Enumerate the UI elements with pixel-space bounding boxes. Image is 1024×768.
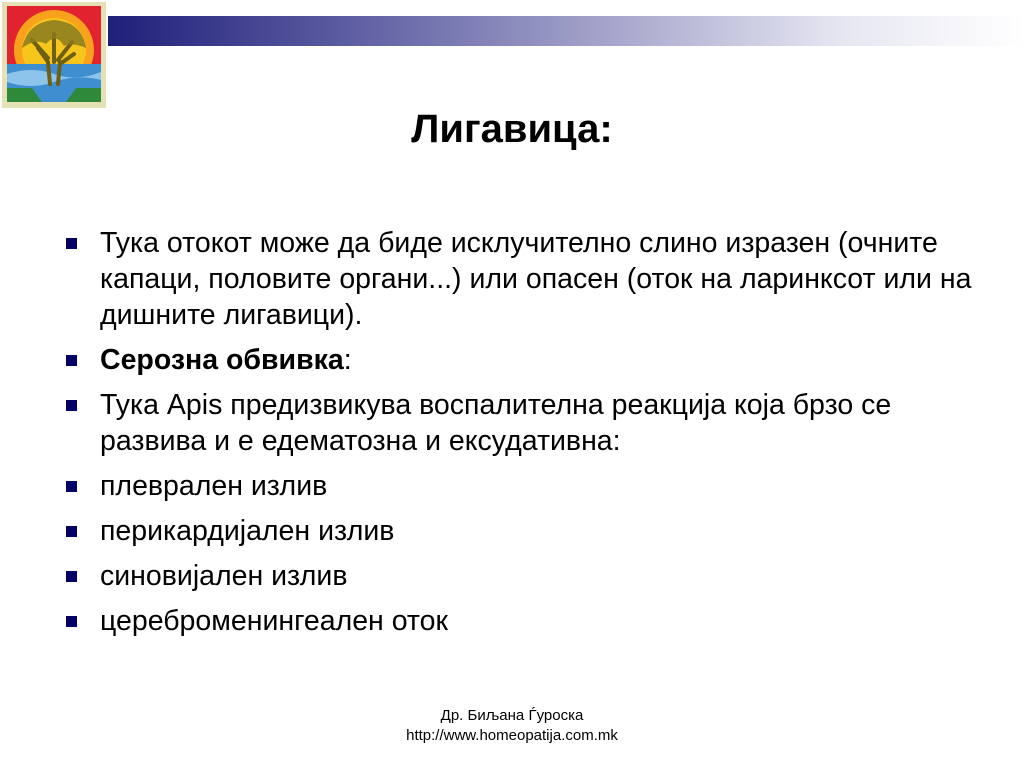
footer-url: http://www.homeopatija.com.mk (406, 727, 618, 744)
header-gradient-band (108, 16, 1024, 46)
bullet-item (62, 513, 982, 549)
bullet-item (62, 225, 982, 333)
square-bullet-icon (66, 571, 77, 582)
bullet-list (62, 225, 982, 648)
bullet-item (62, 387, 982, 459)
bullet-text: цереброменингеален оток (100, 605, 448, 637)
bullet-item (62, 468, 982, 504)
square-bullet-icon (66, 355, 77, 366)
slide-footer (0, 706, 1024, 746)
tree-logo-icon (2, 2, 106, 108)
square-bullet-icon (66, 400, 77, 411)
square-bullet-icon (66, 526, 77, 537)
bullet-item (62, 558, 982, 594)
bullet-item (62, 342, 982, 378)
slide-title: Лигавица: (411, 107, 613, 151)
bullet-text: Тука отокот може да биде исклучително слино изразен (очните капаци, половите органи...) или опасен (оток на ларинксот или на дишните лигавици). (100, 227, 972, 331)
bullet-text: Тука Apis предизвикува воспалителна реакција која брзо се развива и е едематозна и ексудативна: (100, 389, 892, 457)
bullet-item (62, 603, 982, 639)
bullet-text: плеврален излив (100, 470, 328, 502)
bullet-text: синовијален излив (100, 560, 348, 592)
footer-author: Др. Биљана Ѓуроска (440, 707, 584, 724)
square-bullet-icon (66, 616, 77, 627)
bullet-text: перикардијален излив (100, 515, 395, 547)
bullet-bold-lead: Серозна обвивка (100, 344, 344, 376)
square-bullet-icon (66, 481, 77, 492)
bullet-text: : (343, 344, 352, 376)
square-bullet-icon (66, 238, 77, 249)
